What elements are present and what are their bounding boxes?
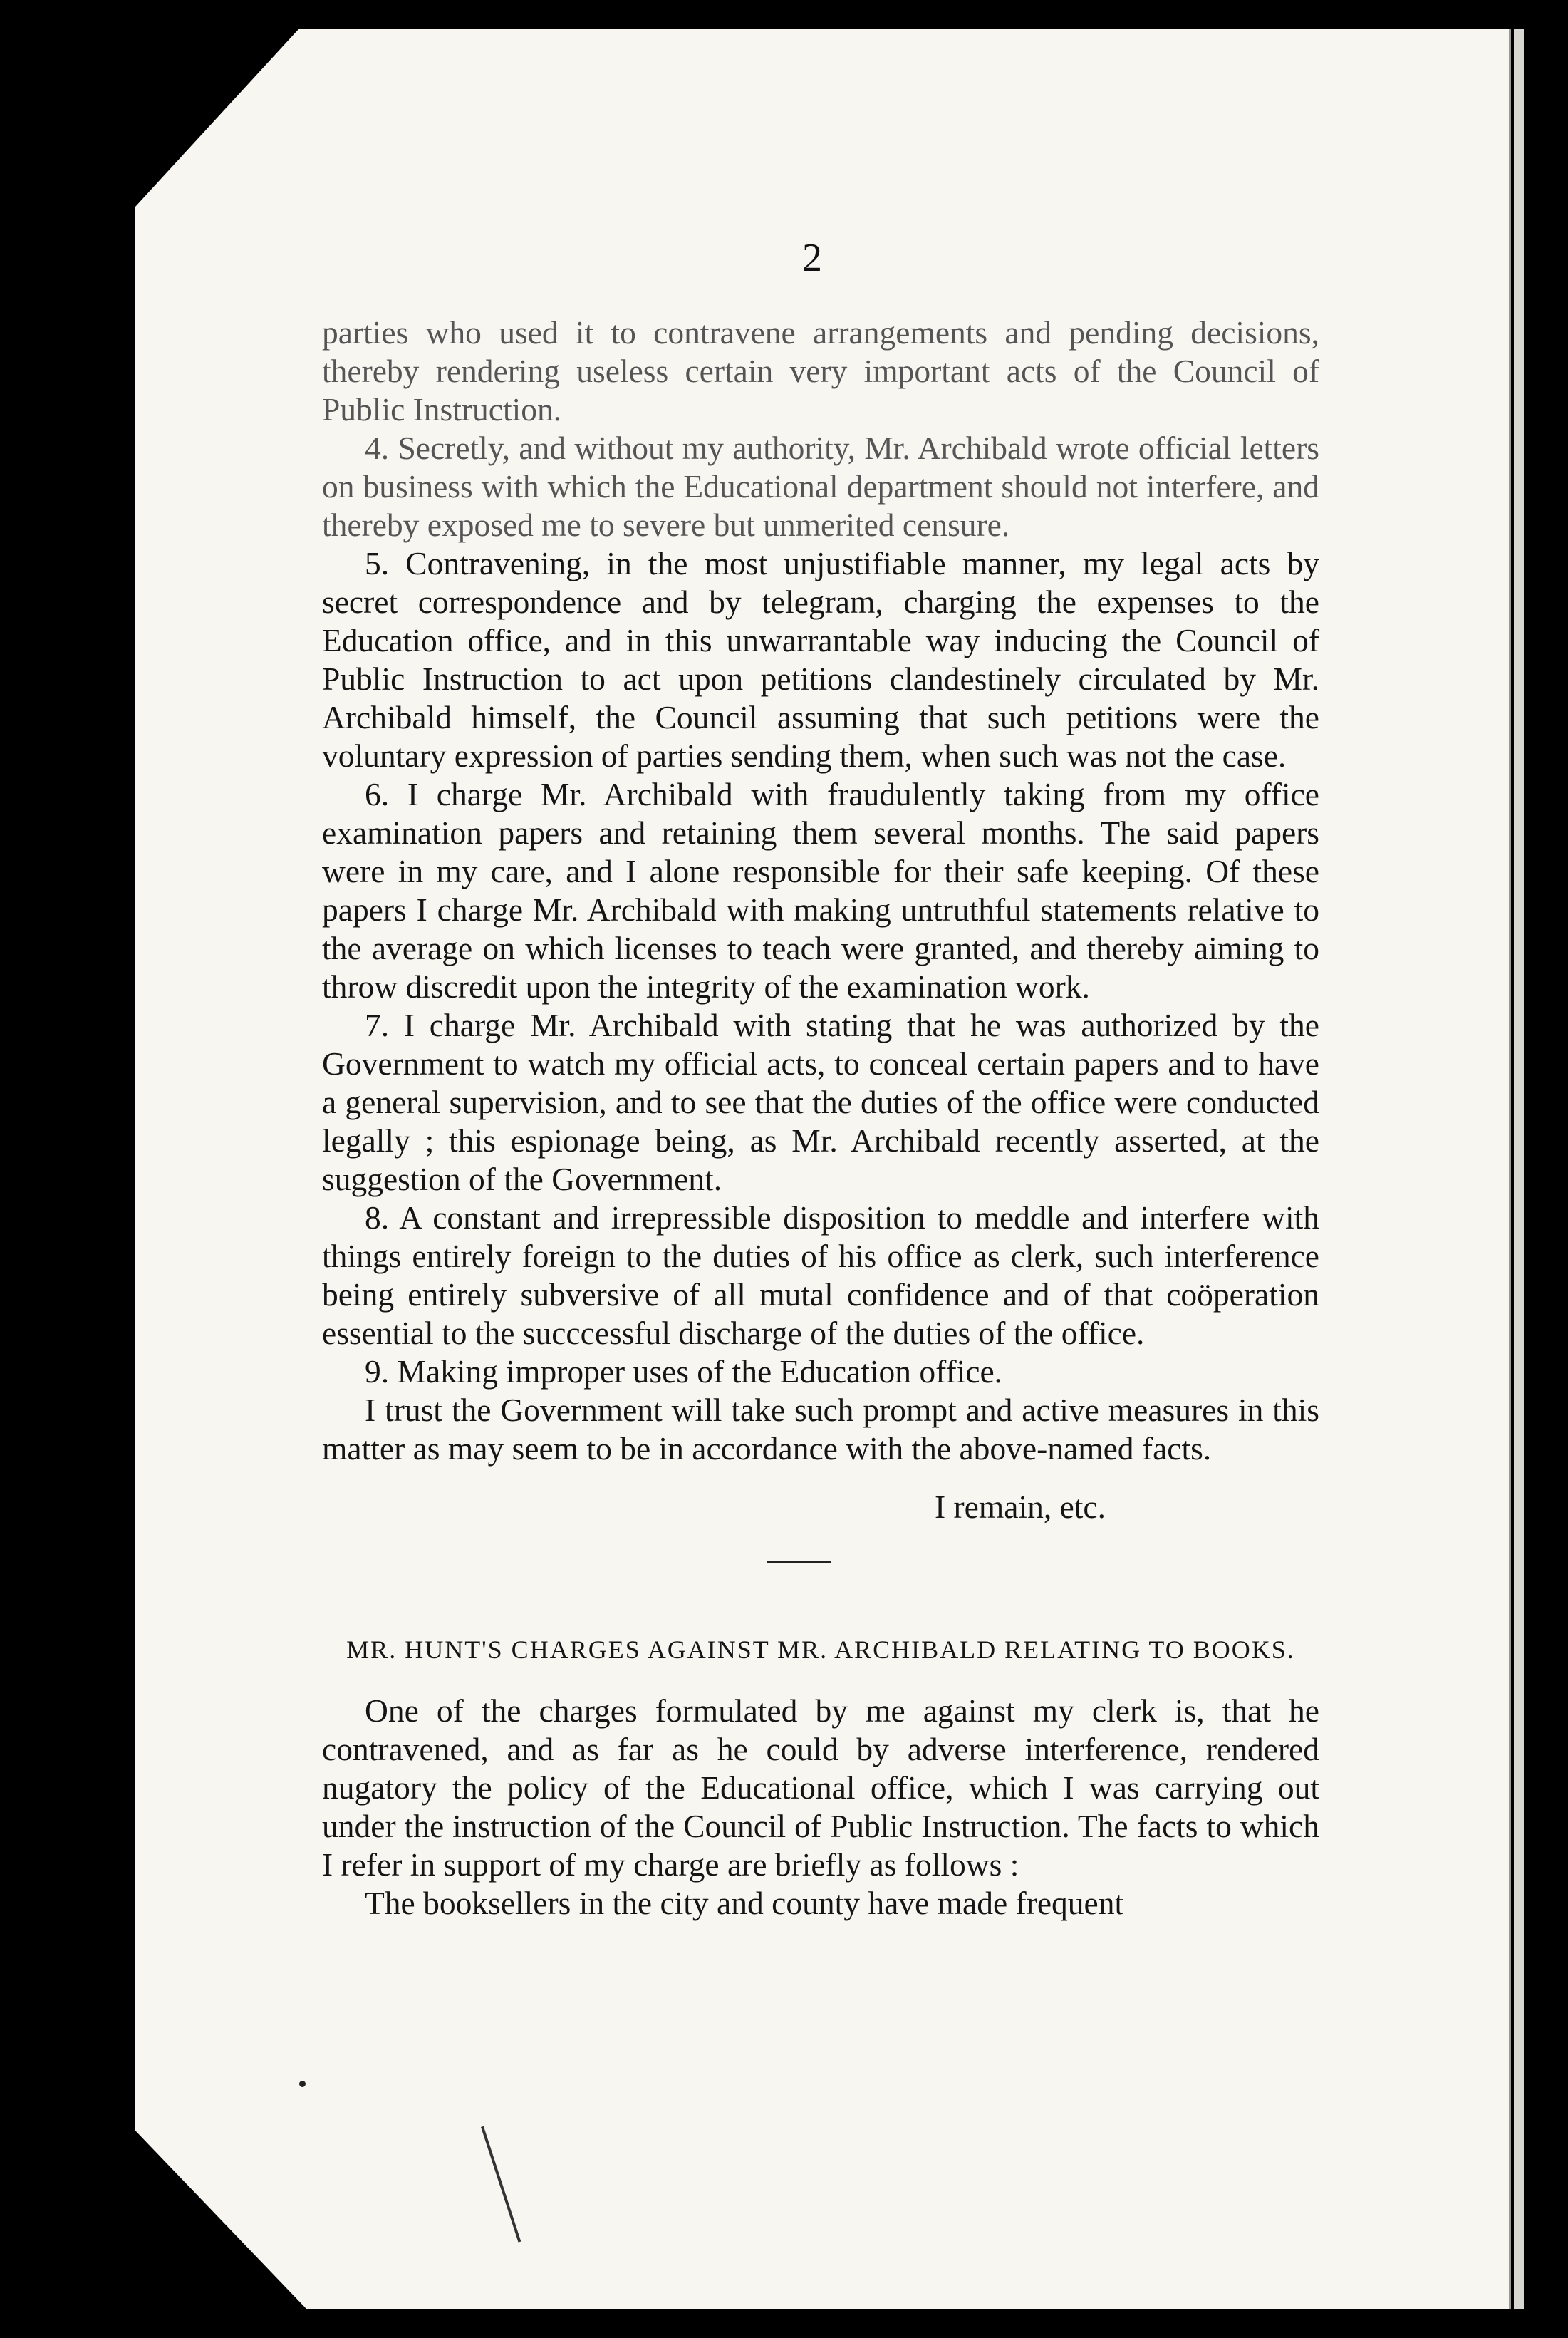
charge-7-paragraph: 7. I charge Mr. Archibald with stating that he was authorized by the Government to watch my official acts, to conceal certain papers and to have a general supervision, and to see that the duties of the office were conducted legally ; this espionage being, as Mr. Archibald recently asserted, at the suggestion of the Government.: [322, 1007, 1319, 1197]
section-heading: MR. HUNT'S CHARGES AGAINST MR. ARCHIBALD RELATING TO BOOKS.: [346, 1635, 1295, 1664]
section-divider: [767, 1561, 831, 1563]
page-right-edge: [1514, 29, 1524, 2309]
margin-bullet-mark: [299, 2081, 306, 2087]
conclusion-paragraph: I trust the Government will take such prompt and active measures in this matter as may seem to be in accordance with the above-named facts.: [322, 1392, 1319, 1467]
document-body: [322, 314, 1319, 1923]
charge-5-paragraph: 5. Contravening, in the most unjustifiable manner, my legal acts by secret correspondence and by telegram, charging the expenses to the Education office, and in this unwarrantable way inducing the Council of Public Instruction to act upon petitions clandestinely circulated by Mr. Archibald himself, the Council assuming that such petitions were the voluntary expression of parties sending them, when such was not the case.: [322, 545, 1319, 774]
charge-6-paragraph: 6. I charge Mr. Archibald with fraudulently taking from my office examination papers and retaining them several months. The said papers were in my care, and I alone responsible for their safe keeping. Of these papers I charge Mr. Archibald with making untruthful statements relative to the average on which licenses to teach were granted, and thereby aiming to throw discredit upon the integrity of the examination work.: [322, 776, 1319, 1005]
closing-signoff: I remain, etc.: [934, 1489, 1106, 1525]
section-paragraph: One of the charges formulated by me against my clerk is, that he contravened, and as far as he could by adverse interference, rendered nugatory the policy of the Educational office, which I was carrying out under the instruction of the Council of Public Instruction. The facts to which I refer in support of my charge are briefly as follows :: [322, 1692, 1319, 1883]
section-paragraph-continued: The booksellers in the city and county have made frequent: [365, 1885, 1124, 1921]
charge-8-paragraph: 8. A constant and irrepressible disposition to meddle and interfere with things entirely foreign to the duties of his office as clerk, such interference being entirely subversive of all mutal confidence and of that coöperation essential to the succcessful discharge of the duties of the office.: [322, 1199, 1319, 1351]
page-number: 2: [802, 236, 822, 280]
section-body: [322, 1692, 1319, 1923]
charge-9-paragraph: 9. Making improper uses of the Education office.: [365, 1353, 1003, 1390]
paragraph-continuation: parties who used it to contravene arrangements and pending decisions, thereby rendering useless certain very important acts of the Council of Public Instruction.: [322, 314, 1319, 428]
charge-4-paragraph: 4. Secretly, and without my authority, Mr. Archibald wrote official letters on business with which the Educational department should not interfere, and thereby exposed me to severe but unmerited censure.: [322, 430, 1319, 543]
page-fold-line: [1509, 29, 1511, 2309]
